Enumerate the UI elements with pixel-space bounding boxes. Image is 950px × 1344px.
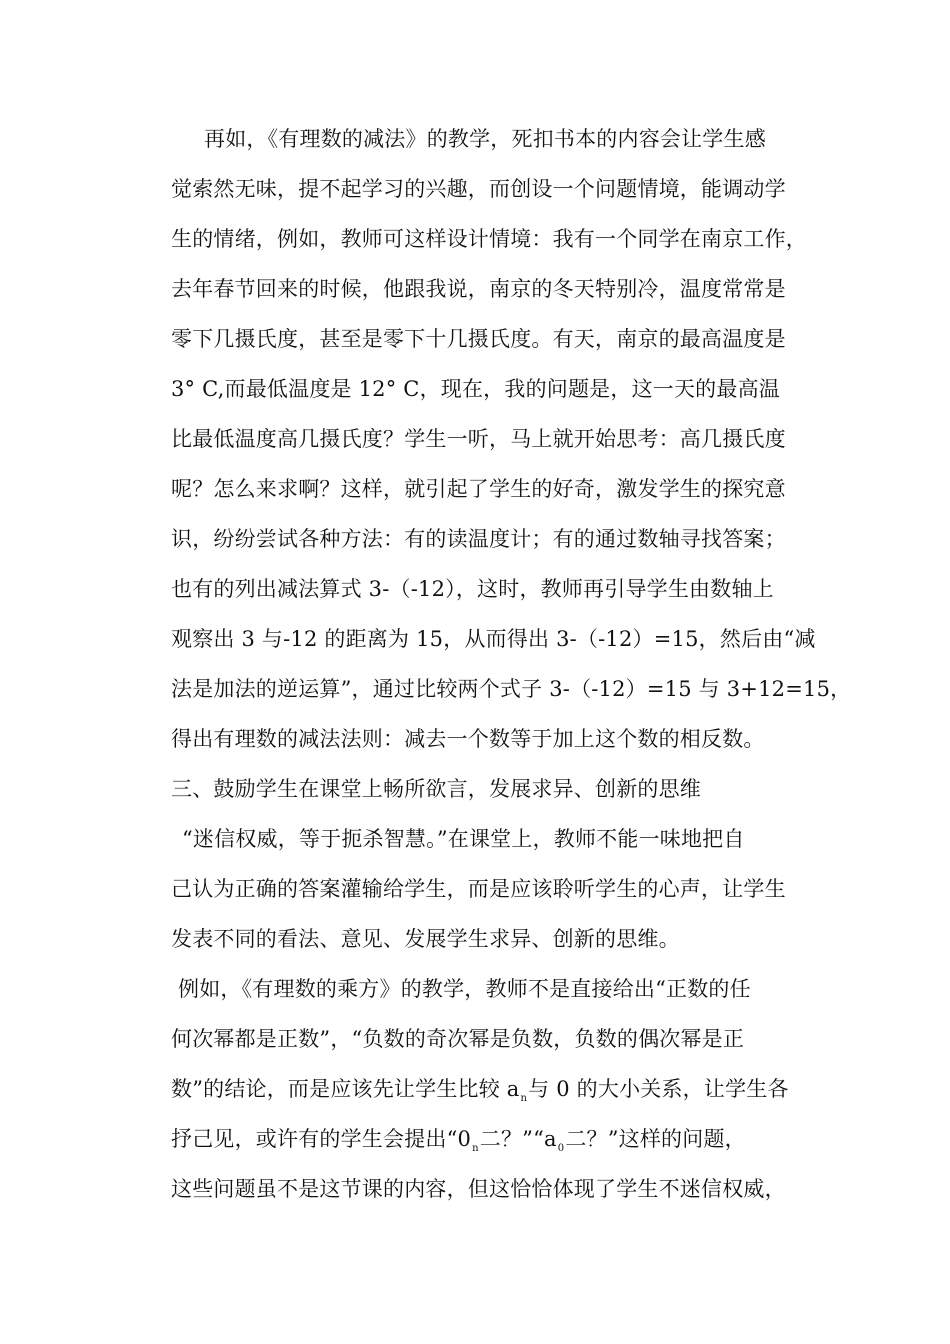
paragraph-line: 这些问题虽不是这节课的内容，但这恰恰体现了学生不迷信权威，	[171, 1177, 786, 1201]
paragraph-line: 识，纷纷尝试各种方法：有的读温度计；有的通过数轴寻找答案；	[171, 527, 786, 551]
subscript: n	[472, 1143, 479, 1154]
line-text: 与 0 的大小关系，让学生各	[528, 1077, 789, 1101]
paragraph-line: 己认为正确的答案灌输给学生，而是应该聆听学生的心声，让学生	[171, 877, 786, 901]
line-text: 二？”这样的问题，	[565, 1127, 746, 1151]
paragraph-line: 也有的列出减法算式 3-（-12），这时，教师再引导学生由数轴上	[171, 577, 774, 601]
paragraph-line: 观察出 3 与-12 的距离为 15，从而得出 3-（-12）=15，然后由“减	[171, 627, 816, 651]
subscript: n	[520, 1093, 528, 1104]
paragraph-line: 比最低温度高几摄氏度？学生一听，马上就开始思考：高几摄氏度	[171, 427, 786, 451]
line-text: 二？”“a	[479, 1127, 557, 1151]
paragraph-line: 再如，《有理数的减法》的教学，死扣书本的内容会让学生感	[204, 127, 766, 151]
section-heading: 三、鼓励学生在课堂上畅所欲言，发展求异、创新的思维	[171, 777, 701, 801]
paragraph-line: 觉索然无味，提不起学习的兴趣，而创设一个问题情境，能调动学	[171, 177, 786, 201]
paragraph-line: 去年春节回来的时候，他跟我说，南京的冬天特别冷，温度常常是	[171, 277, 786, 301]
paragraph-line: 零下几摄氏度，甚至是零下十几摄氏度。有天，南京的最高温度是	[171, 327, 786, 351]
paragraph-line: 发表不同的看法、意见、发展学生求异、创新的思维。	[171, 927, 680, 951]
paragraph-line: 3° C,而最低温度是 12° C，现在，我的问题是，这一天的最高温	[171, 377, 780, 401]
paragraph-line	[171, 1125, 746, 1158]
paragraph-line: 法是加法的逆运算”，通过比较两个式子 3-（-12）=15 与 3+12=15，	[171, 677, 852, 701]
paragraph-line: 生的情绪，例如，教师可这样设计情境：我有一个同学在南京工作，	[171, 227, 807, 251]
paragraph-line	[171, 1075, 789, 1108]
paragraph-line: “迷信权威，等于扼杀智慧。”在课堂上，教师不能一味地把自	[182, 827, 745, 851]
paragraph-line: 得出有理数的减法法则：减去一个数等于加上这个数的相反数。	[171, 727, 765, 751]
line-text: 数”的结论，而是应该先让学生比较 a	[171, 1077, 520, 1101]
paragraph-line: 何次幂都是正数”，“负数的奇次幂是负数，负数的偶次幂是正	[171, 1027, 745, 1051]
line-text: 抒己见，或许有的学生会提出“0	[171, 1127, 472, 1151]
subscript: 0	[557, 1143, 565, 1154]
paragraph-line: 呢？怎么来求啊？这样，就引起了学生的好奇，激发学生的探究意	[171, 477, 786, 501]
paragraph-line: 例如，《有理数的乘方》的教学，教师不是直接给出“正数的任	[178, 977, 751, 1001]
